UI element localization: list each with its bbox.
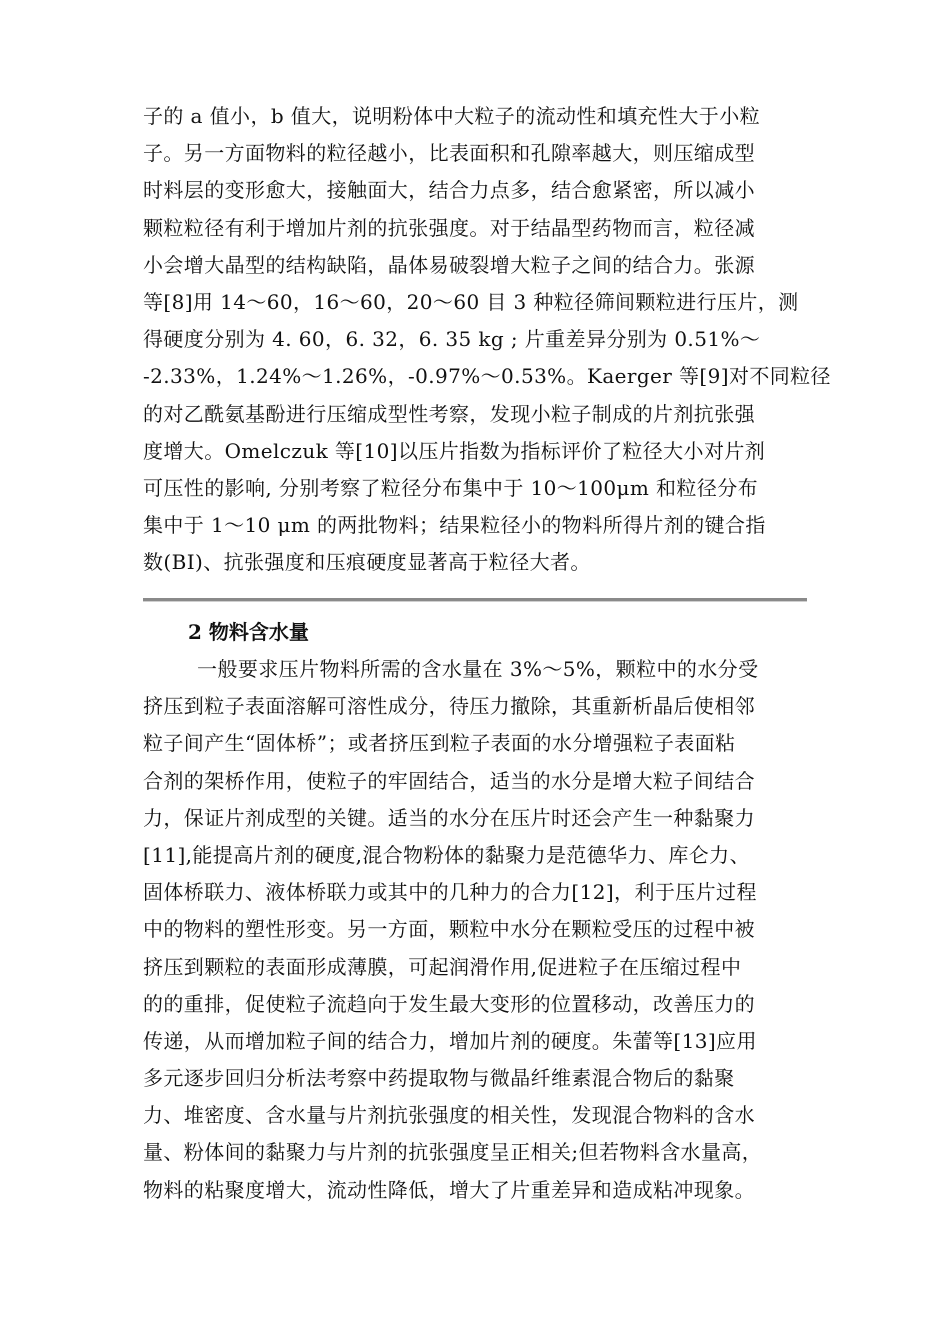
section-heading: 2 物料含水量 xyxy=(188,620,309,644)
paragraph-line: 可压性的影响, 分别考察了粒径分布集中于 10～100μm 和粒径分布 xyxy=(143,475,759,500)
paragraph-line: -2.33%，1.24%～1.26%，-0.97%～0.53%。Kaerger 等[9]对不同粒径 xyxy=(143,364,831,389)
paragraph-line: 固体桥联力、液体桥联力或其中的几种力的合力[12]，利于压片过程 xyxy=(143,880,757,905)
paragraph-line: 数(BI)、抗张强度和压痕硬度显著高于粒径大者。 xyxy=(143,550,591,575)
paragraph-line: 传递，从而增加粒子间的结合力，增加片剂的硬度。朱蕾等[13]应用 xyxy=(143,1028,757,1053)
paragraph-line: 中的物料的塑性形变。另一方面，颗粒中水分在颗粒受压的过程中被 xyxy=(143,917,755,942)
paragraph-line: 物料的粘聚度增大，流动性降低，增大了片重差异和造成粘冲现象。 xyxy=(143,1177,755,1202)
paragraph-line: 的的重排，促使粒子流趋向于发生最大变形的位置移动，改善压力的 xyxy=(143,991,755,1016)
paragraph-line: 一般要求压片物料所需的含水量在 3%～5%，颗粒中的水分受 xyxy=(143,657,759,681)
paragraph-line: 合剂的架桥作用，使粒子的牢固结合，适当的水分是增大粒子间结合 xyxy=(143,768,755,793)
paragraph-line: 量、粉体间的黏聚力与片剂的抗张强度呈正相关;但若物料含水量高， xyxy=(143,1140,763,1165)
section-1-body xyxy=(143,98,831,581)
paragraph-line: 小会增大晶型的结构缺陷，晶体易破裂增大粒子之间的结合力。张源 xyxy=(143,252,755,277)
paragraph-line: 得硬度分别为 4. 60，6. 32，6. 35 kg ; 片重差异分别为 0.51%～ xyxy=(143,327,761,352)
paragraph-line: 多元逐步回归分析法考察中药提取物与微晶纤维素混合物后的黏聚 xyxy=(143,1066,735,1091)
section-2-body xyxy=(143,651,823,1209)
paragraph-line: 子。另一方面物料的粒径越小，比表面积和孔隙率越大，则压缩成型 xyxy=(143,141,755,166)
section-divider xyxy=(143,598,807,602)
paragraph-line: 颗粒粒径有利于增加片剂的抗张强度。对于结晶型药物而言，粒径减 xyxy=(143,215,755,240)
paragraph-line: 的对乙酰氨基酚进行压缩成型性考察，发现小粒子制成的片剂抗张强 xyxy=(143,401,755,426)
paragraph-line: 挤压到颗粒的表面形成薄膜，可起润滑作用,促进粒子在压缩过程中 xyxy=(143,954,742,979)
paragraph-line: 子的 a 值小，b 值大，说明粉体中大粒子的流动性和填充性大于小粒 xyxy=(143,104,760,128)
paragraph-line: 挤压到粒子表面溶解可溶性成分，待压力撤除，其重新析晶后使相邻 xyxy=(143,694,755,719)
paragraph-line: 粒子间产生“固体桥”；或者挤压到粒子表面的水分增强粒子表面粘 xyxy=(143,731,736,756)
paragraph-line: [11],能提高片剂的硬度,混合物粉体的黏聚力是范德华力、库仑力、 xyxy=(143,842,750,867)
paragraph-line: 力，保证片剂成型的关键。适当的水分在压片时还会产生一种黏聚力 xyxy=(143,805,755,830)
paragraph-line: 时料层的变形愈大，接触面大，结合力点多，结合愈紧密，所以减小 xyxy=(143,178,755,203)
paragraph-line: 度增大。Omelczuk 等[10]以压片指数为指标评价了粒径大小对片剂 xyxy=(143,438,766,463)
paragraph-line: 力、堆密度、含水量与片剂抗张强度的相关性，发现混合物料的含水 xyxy=(143,1103,755,1128)
paragraph-line: 集中于 1～10 μm 的两批物料；结果粒径小的物料所得片剂的键合指 xyxy=(143,513,766,538)
paragraph-line: 等[8]用 14～60，16～60，20～60 目 3 种粒径筛间颗粒进行压片，测 xyxy=(143,289,799,314)
